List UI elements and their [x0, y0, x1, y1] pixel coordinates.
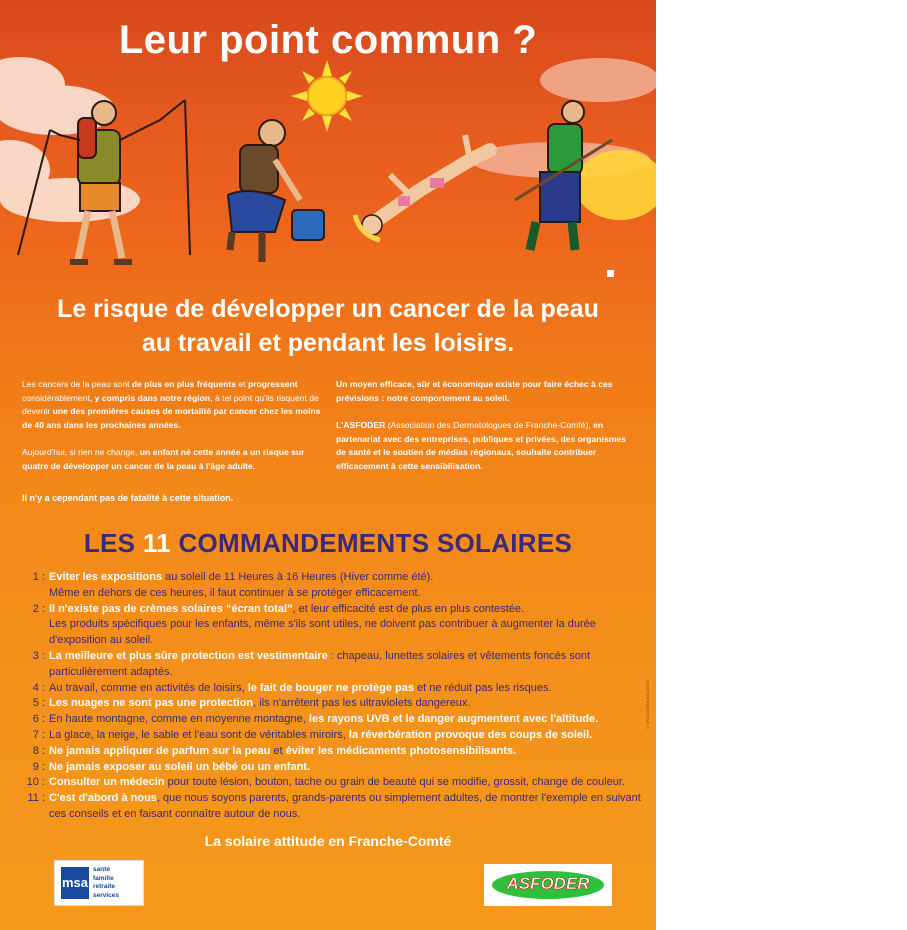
text-segment: un enfant né cette année a un risque sur quatre de développer un cancer de la peau à l'âge adulte. [22, 447, 305, 471]
commandment-number: 3 : [32, 649, 45, 662]
right-column-paragraph [336, 419, 636, 473]
commandment-highlight: C'est d'abord à nous [49, 792, 157, 805]
commandment-item [16, 760, 641, 776]
commandment-segment: , que nous soyons parents, grands-parents ou simplement adultes, de montrer l'exemple en suivant ces conseils et en faisant connaître autour de nous. [49, 792, 641, 820]
commandment-text [45, 744, 516, 760]
commandment-number: 2 : [32, 602, 45, 615]
commandment-segment: La glace, la neige, le sable et l'eau sont de véritables miroirs, [49, 728, 349, 741]
text-segment: considérablement [22, 392, 90, 403]
commandment-extra: Les produits spécifiques pour les enfants, même s'ils sont utiles, ne doivent pas contribuer à augmenter la durée d'exposition au soleil. [49, 618, 596, 647]
commandment-highlight: Eviter les expositions [49, 571, 163, 583]
msa-logo-line: santé [93, 866, 110, 873]
commandment-number: 10 : [26, 776, 45, 789]
commandment-segment: : chapeau, lunettes solaires et vêtements foncés sont particulièrement adaptés. [49, 649, 591, 678]
text-segment: (Association des Dermatologues de Franche-Comté), [385, 420, 594, 430]
text-segment: Aujourd'hui, si rien ne change, [22, 447, 140, 457]
commandment-segment: et [270, 744, 286, 757]
commandment-item [16, 728, 641, 744]
msa-logo-line: services [93, 891, 120, 899]
commandments-title-pre: LES [83, 528, 143, 558]
white-square [607, 270, 614, 277]
msa-logo-mark: msa [61, 867, 89, 899]
commandment-segment: Au travail, comme en activités de loisirs, [49, 681, 248, 694]
msa-logo [54, 860, 144, 906]
commandment-segment: , ils n'arrêtent pas les ultraviolets dangereux. [253, 697, 471, 710]
commandment-item [16, 791, 641, 823]
commandment-highlight: les rayons UVB et le danger augmentent avec l'altitude. [308, 713, 599, 726]
commandment-segment: En haute montagne, comme en moyenne montagne, [49, 713, 309, 726]
commandment-highlight: Ne jamais appliquer de parfum sur la peau [49, 744, 271, 757]
commandment-text [45, 602, 641, 649]
commandment-number: 1 : [32, 571, 45, 583]
commandment-highlight: le fait de bouger ne protège pas [247, 681, 414, 694]
commandment-segment: et ne réduit pas les risques. [413, 681, 552, 694]
commandment-item [16, 712, 641, 728]
commandment-text [45, 696, 470, 712]
commandment-segment: , et leur efficacité est de plus en plus contestée. [292, 602, 525, 615]
msa-logo-line: famille [93, 874, 114, 882]
commandment-number: 9 : [32, 760, 45, 773]
fatalite-statement: Il n'y a cependant pas de fatalité à cette situation. [22, 493, 234, 503]
commandment-text [45, 728, 592, 744]
commandment-number: 5 : [32, 697, 45, 710]
commandment-segment: au soleil de 11 Heures à 16 Heures (Hiver comme été). [162, 571, 434, 583]
commandments-title-post: COMMANDEMENTS SOLAIRES [170, 528, 573, 558]
commandment-item [16, 649, 641, 681]
sun-icon [291, 60, 363, 132]
commandment-item [16, 744, 641, 760]
commandment-item [16, 602, 641, 649]
commandment-highlight: éviter les médicaments photosensibilisants. [285, 744, 517, 757]
commandment-highlight: Ne jamais exposer au soleil un bébé ou un enfant. [49, 760, 311, 773]
msa-logo-line: retraite [93, 883, 116, 890]
commandment-highlight: la réverbération provoque des coups de soleil. [348, 728, 593, 741]
intro-right-column [336, 378, 636, 487]
left-column-paragraph [22, 446, 324, 473]
commandment-highlight: Il n'existe pas de crèmes solaires “écran total” [49, 602, 293, 615]
text-segment: , y compris dans notre région [89, 392, 211, 403]
commandment-segment: pour toute lésion, bouton, tache ou grain de beauté qui se modifie, grossit, change de couleur. [164, 776, 626, 789]
commandment-number: 7 : [32, 728, 45, 741]
commandment-extra: Même en dehors de ces heures, il faut continuer à se protéger efficacement. [49, 586, 421, 599]
asfoder-logo [484, 864, 612, 906]
commandment-item [16, 696, 641, 712]
text-segment: progressent [247, 379, 298, 389]
commandment-item [16, 681, 641, 697]
commandment-number: 8 : [32, 744, 45, 757]
commandment-text [45, 712, 598, 728]
commandment-text [45, 791, 641, 823]
commandment-number: 4 : [32, 681, 45, 694]
commandment-text [45, 681, 552, 697]
commandment-text [45, 760, 310, 776]
asfoder-logo-text: ASFODER [506, 874, 590, 893]
commandments-title-number: 11 [142, 528, 171, 558]
commandment-text [45, 775, 625, 791]
commandment-text [45, 570, 433, 602]
commandment-highlight: Les nuages ne sont pas une protection [49, 697, 254, 710]
subtitle [20, 292, 636, 360]
right-column-paragraph [336, 378, 636, 405]
left-column-paragraph [22, 378, 324, 432]
commandments-title [0, 528, 656, 559]
sunbather-figure [355, 135, 490, 240]
commandment-item [16, 775, 641, 791]
intro-left-column [22, 378, 324, 487]
text-segment: de plus en plus fréquents [131, 379, 236, 389]
text-segment: L'ASFODER [336, 420, 386, 430]
text-segment: Un moyen efficace, sûr et économique existe pour faire échec à ces prévisions : notre comportement au soleil. [336, 379, 613, 403]
headline: Leur point commun ? [118, 18, 538, 62]
credit-text: © MSA COMMUNICATION [645, 680, 650, 731]
msa-logo-text [93, 866, 119, 900]
commandments-list [16, 570, 641, 823]
text-segment: , à tel point qu'ils risquent de devenir [22, 392, 319, 416]
text-segment: une des premières causes de mortalité par cancer chez les moins de 40 ans dans les prochaines années. [22, 406, 321, 430]
subtitle-line-2: au travail et pendant les loisirs. [141, 329, 515, 357]
text-segment: en partenariat avec des entreprises, publiques et privées, des organismes de santé et le soutien de médias régionaux, souhaite contribuer efficacement à cette sensibilisation. [336, 420, 626, 471]
subtitle-line-1: Le risque de développer un cancer de la peau [57, 295, 599, 323]
text-segment: et [236, 379, 248, 389]
commandment-number: 11 : [27, 792, 45, 805]
commandment-highlight: La meilleure et plus sûre protection est vestimentaire [49, 649, 328, 662]
commandment-highlight: Consulter un médecin [49, 776, 165, 789]
tagline: La solaire attitude en Franche-Comté [204, 833, 452, 849]
text-segment: Les cancers de la peau sont [22, 379, 132, 389]
worker-figure [228, 120, 324, 262]
commandment-item [16, 570, 641, 602]
commandment-text [45, 649, 641, 681]
commandment-number: 6 : [32, 713, 45, 726]
